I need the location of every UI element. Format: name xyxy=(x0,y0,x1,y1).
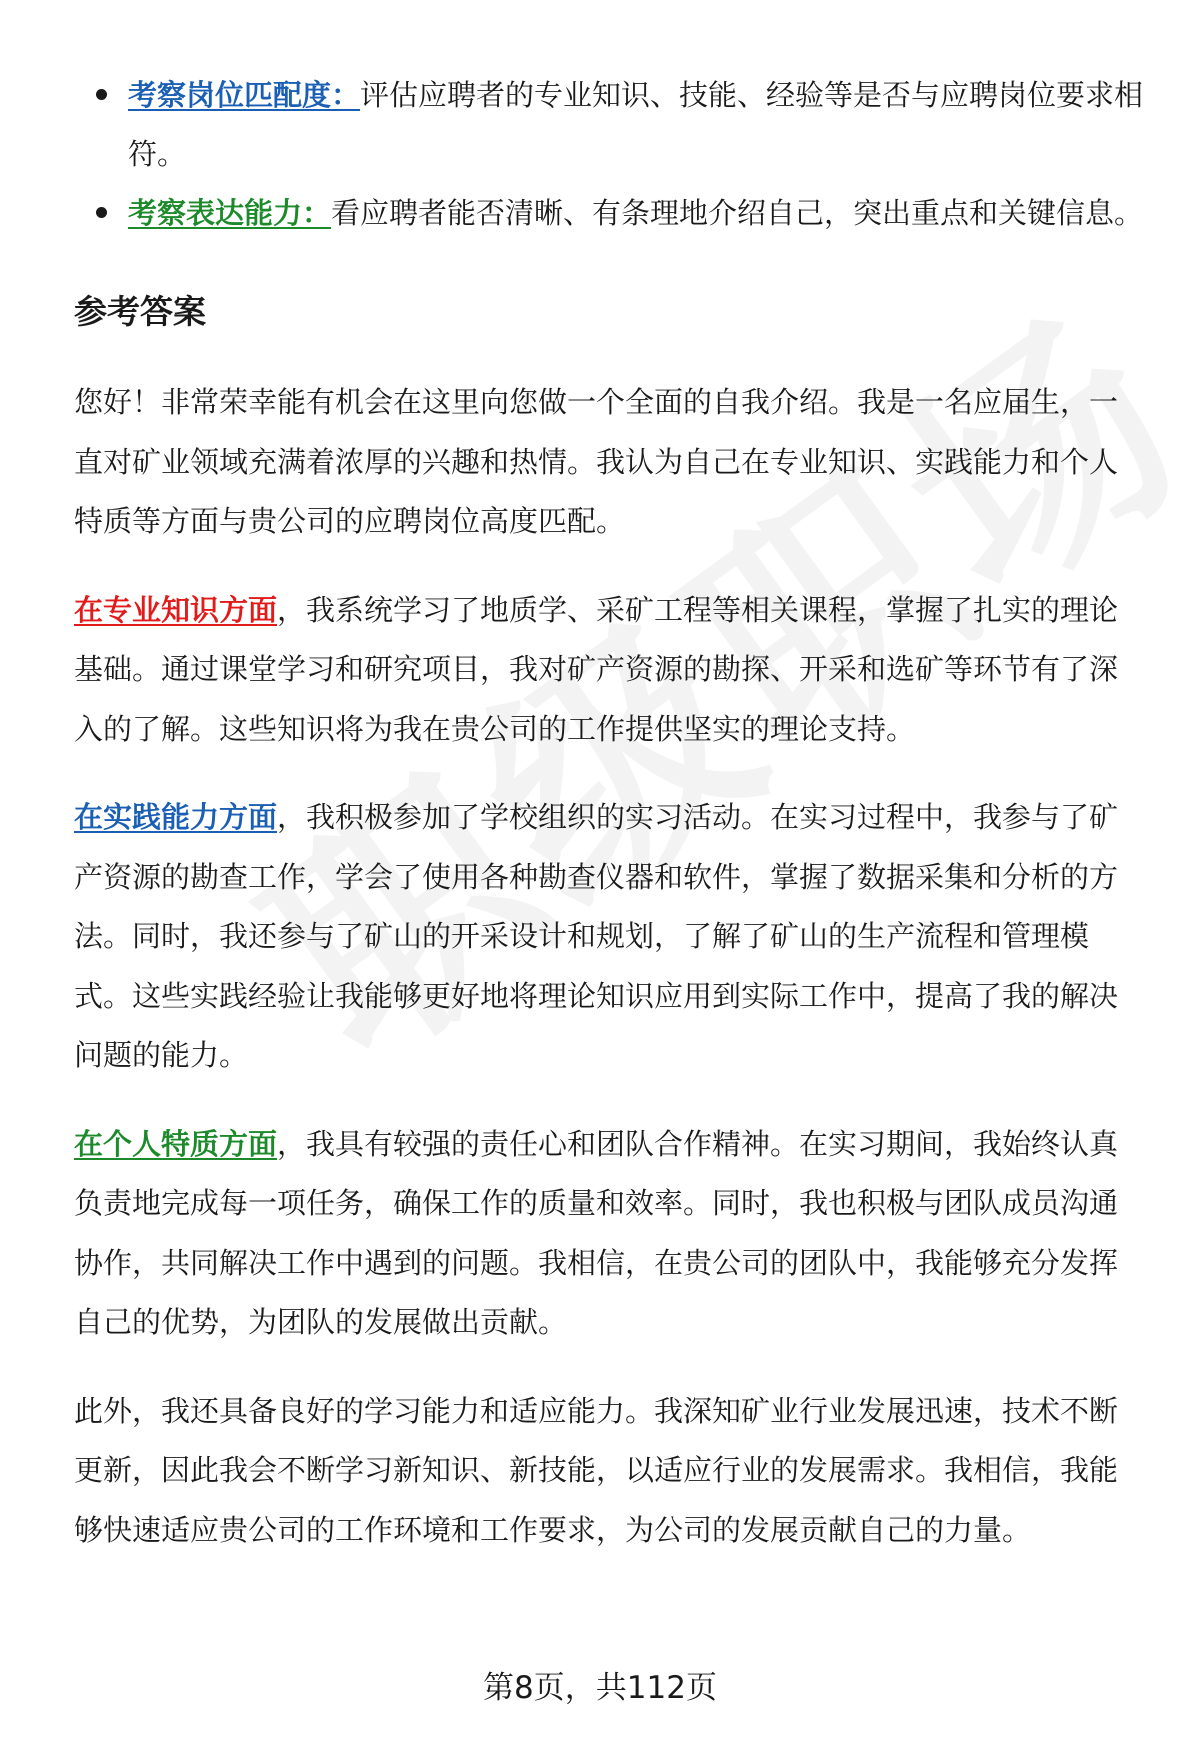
keyword-professional-knowledge: 在专业知识方面 xyxy=(74,592,278,627)
text-practical-ability: ，我积极参加了学校组织的实习活动。在实习过程中，我参与了矿产资源的勘查工作，学会了使用各种勘查仪器和软件，掌握了数据采集和分析的方法。同时，我还参与了矿山的开采设计和规划，了解了矿山的生产流程和管理模式。这些实践经验让我能够更好地将理论知识应用到实际工作中，提高了我的解决问题的能力。 xyxy=(74,800,1119,1072)
bullet-icon xyxy=(96,89,107,100)
paragraph-professional-knowledge xyxy=(74,581,1144,760)
criteria-text-expression: 看应聘者能否清晰、有条理地介绍自己，突出重点和关键信息。 xyxy=(331,196,1144,230)
list-item-position-match xyxy=(74,66,1144,184)
section-heading-reference-answer: 参考答案 xyxy=(74,292,206,331)
criteria-list xyxy=(74,66,1144,243)
list-item-expression xyxy=(74,184,1144,243)
keyword-practical-ability: 在实践能力方面 xyxy=(74,800,278,834)
intro-paragraph: 您好！非常荣幸能有机会在这里向您做一个全面的自我介绍。我是一名应届生，一直对矿业领域充满着浓厚的兴趣和热情。我认为自己在专业知识、实践能力和个人特质等方面与贵公司的应聘岗位高度匹配。 xyxy=(74,385,1119,538)
text-professional-knowledge: ，我系统学习了地质学、采矿工程等相关课程，掌握了扎实的理论基础。通过课堂学习和研究项目，我对矿产资源的勘探、开采和选矿等环节有了深入的了解。这些知识将为我在贵公司的工作提供坚实的理论支持。 xyxy=(74,592,1119,746)
keyword-personal-traits: 在个人特质方面 xyxy=(74,1126,278,1161)
text-personal-traits: ，我具有较强的责任心和团队合作精神。在实习期间，我始终认真负责地完成每一项任务，确保工作的质量和效率。同时，我也积极与团队成员沟通协作，共同解决工作中遇到的问题。我相信，在贵公司的团队中，我能够充分发挥自己的优势，为团队的发展做出贡献。 xyxy=(74,1126,1119,1339)
page-number-footer: 第8页，共112页 xyxy=(483,1670,717,1706)
paragraph-practical-ability xyxy=(74,788,1144,1086)
closing-paragraph: 此外，我还具备良好的学习能力和适应能力。我深知矿业行业发展迅速，技术不断更新，因此我会不断学习新知识、新技能，以适应行业的发展需求。我相信，我能够快速适应贵公司的工作环境和工作要求，为公司的发展贡献自己的力量。 xyxy=(74,1393,1119,1547)
page-content xyxy=(74,66,1144,1560)
paragraph-personal-traits xyxy=(74,1115,1144,1353)
criteria-text-position-match: 评估应聘者的专业知识、技能、经验等是否与应聘岗位要求相符。 xyxy=(128,78,1144,171)
criteria-keyword-position-match: 考察岗位匹配度： xyxy=(128,78,361,112)
criteria-keyword-expression: 考察表达能力： xyxy=(128,196,332,230)
bullet-icon xyxy=(96,207,107,218)
